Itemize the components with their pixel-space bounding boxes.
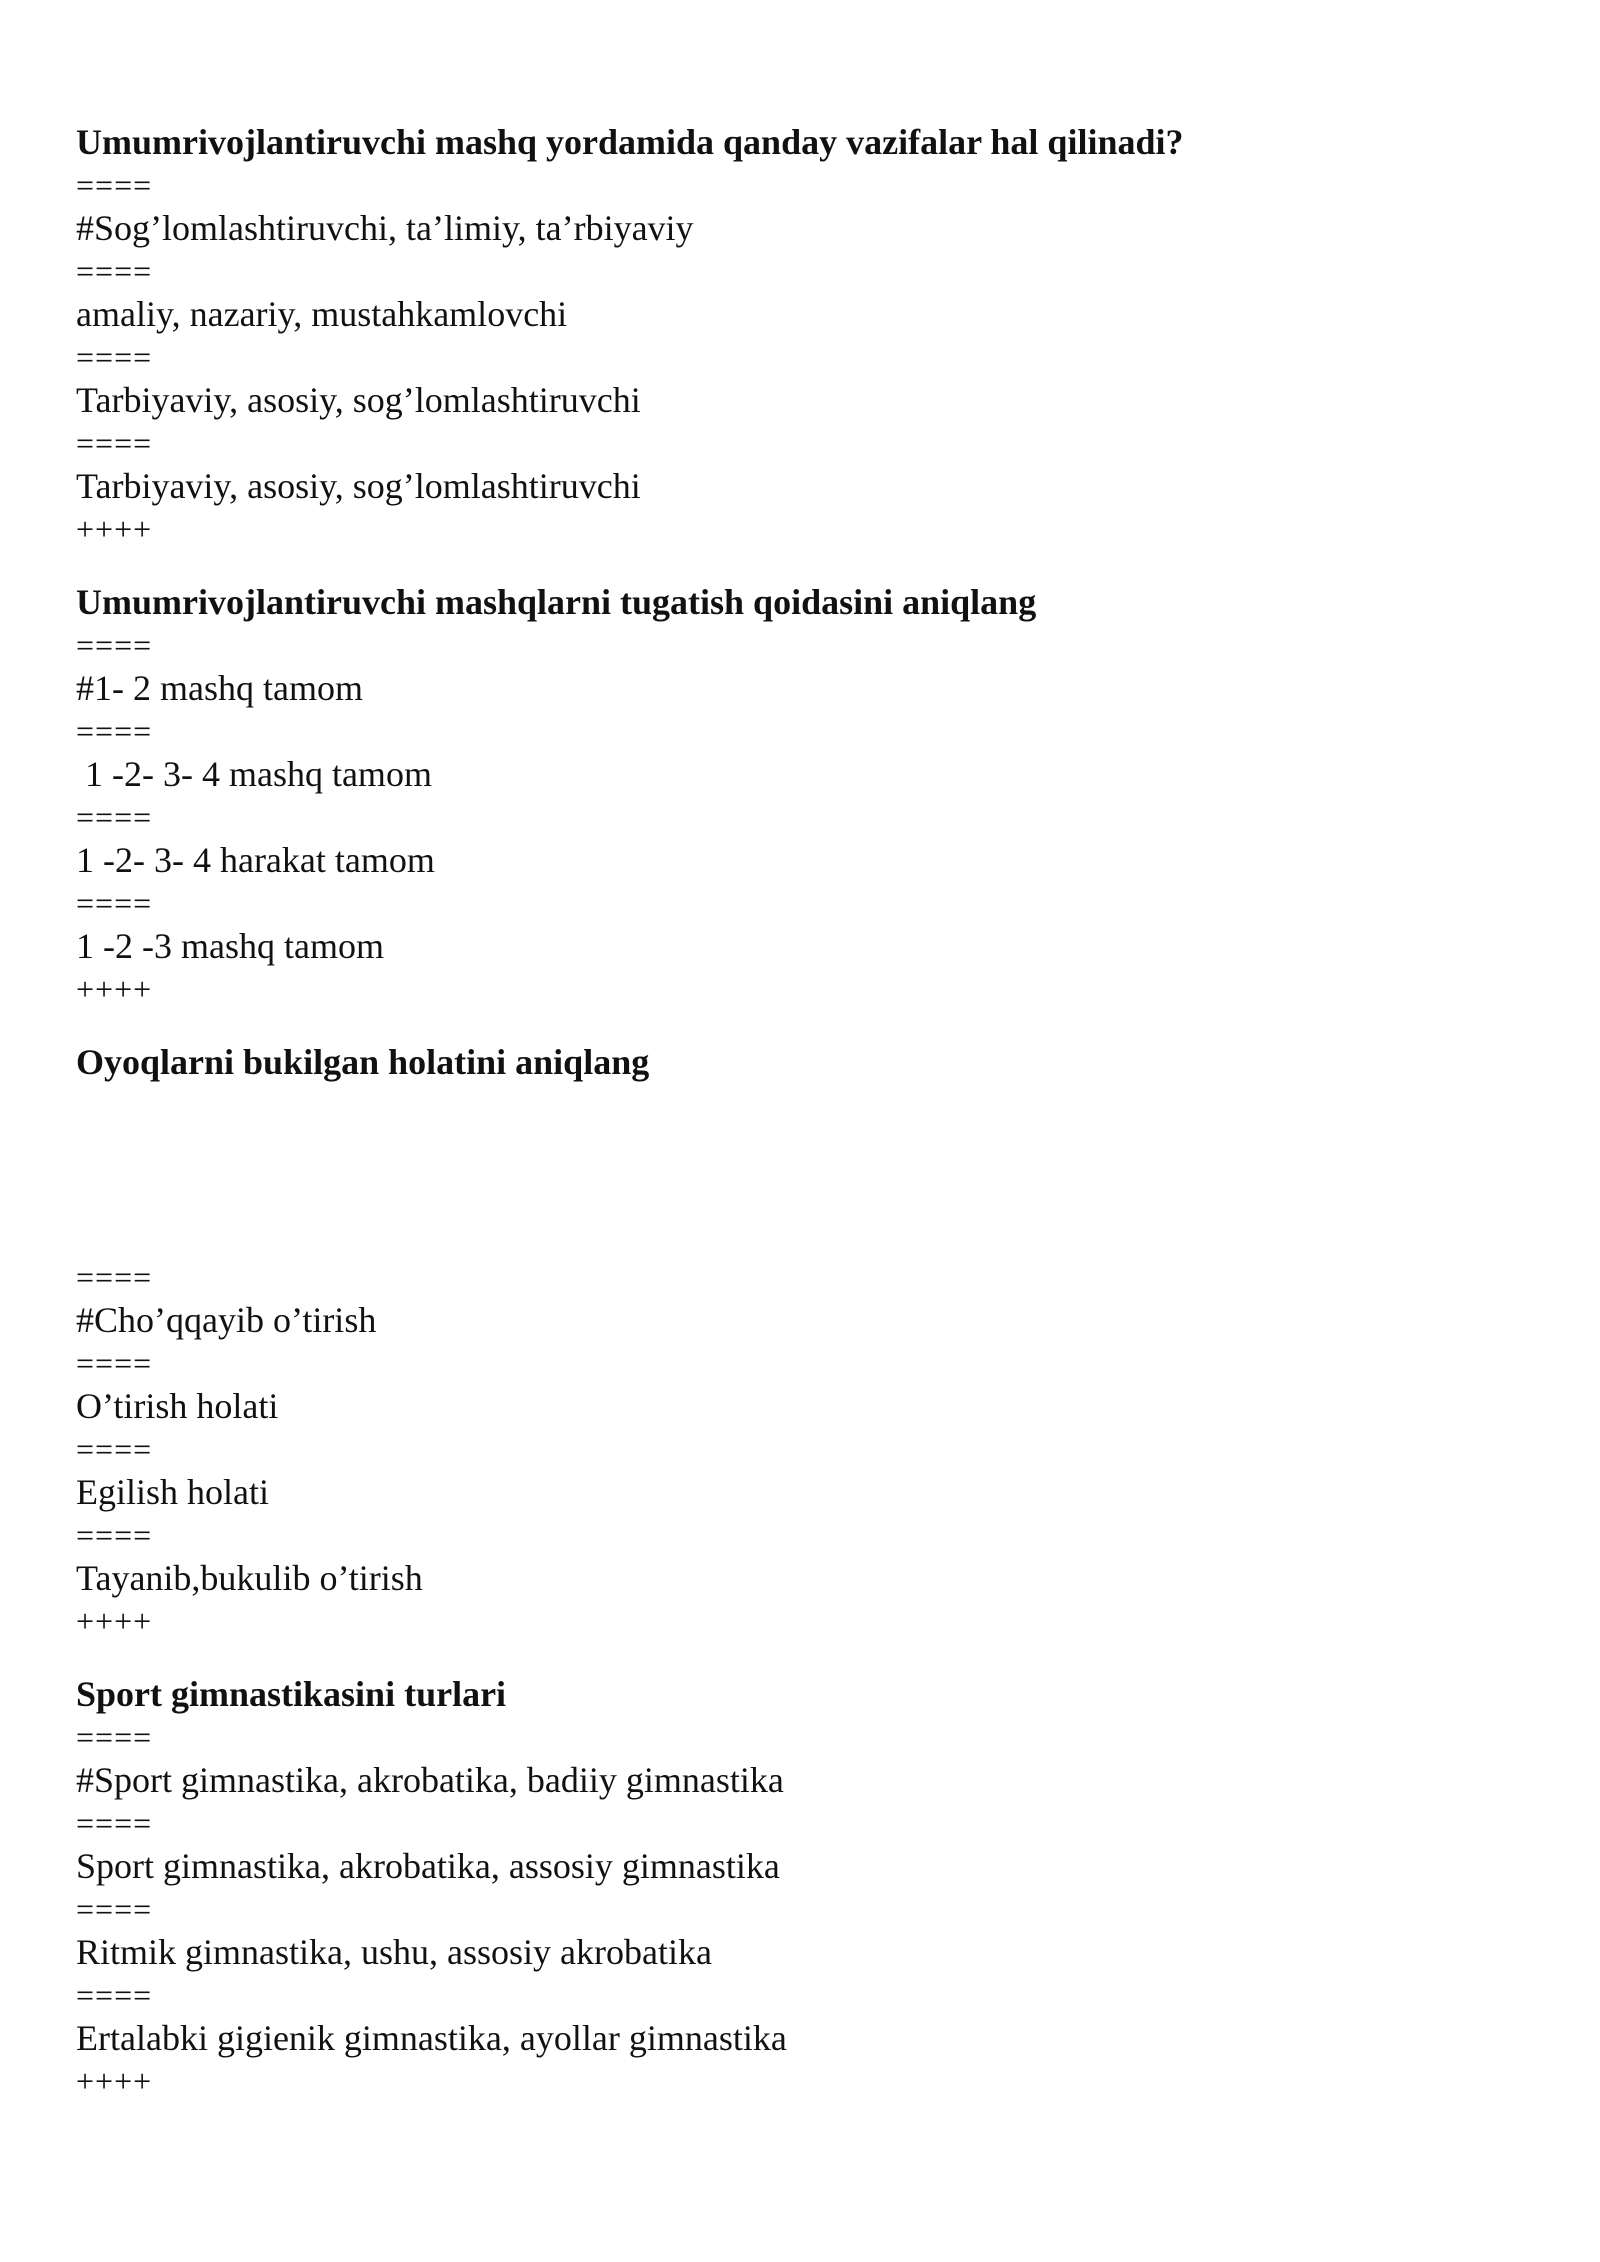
question-block — [76, 580, 1536, 1010]
document-page — [76, 120, 1536, 2132]
separator: ==== — [76, 339, 153, 375]
answer-option: 1 -2- 3- 4 mashq tamom — [76, 754, 432, 794]
answer-option: amaliy, nazariy, mustahkamlovchi — [76, 294, 568, 334]
separator: ==== — [76, 425, 153, 461]
question-block — [76, 1672, 1536, 2102]
answer-option: Ertalabki gigienik gimnastika, ayollar gimnastika — [76, 2018, 787, 2058]
answer-option: #Cho’qqayib o’tirish — [76, 1300, 377, 1340]
answer-option: Tarbiyaviy, asosiy, sog’lomlashtiruvchi — [76, 380, 641, 420]
separator: ==== — [76, 253, 153, 289]
answer-option: Egilish holati — [76, 1472, 269, 1512]
answer-option: Tarbiyaviy, asosiy, sog’lomlashtiruvchi — [76, 466, 641, 506]
terminator: ++++ — [76, 1603, 153, 1639]
answer-option: Tayanib,bukulib o’tirish — [76, 1558, 423, 1598]
question-block — [76, 1040, 1536, 1642]
terminator: ++++ — [76, 971, 153, 1007]
question-text: Sport gimnastikasini turlari — [76, 1674, 507, 1714]
question-block — [76, 120, 1536, 550]
answer-option: 1 -2 -3 mashq tamom — [76, 926, 384, 966]
answer-option: #1- 2 mashq tamom — [76, 668, 363, 708]
separator: ==== — [76, 1977, 153, 2013]
terminator: ++++ — [76, 2063, 153, 2099]
separator: ==== — [76, 1891, 153, 1927]
answer-option: Sport gimnastika, akrobatika, assosiy gimnastika — [76, 1846, 780, 1886]
terminator: ++++ — [76, 511, 153, 547]
blank-image-area — [76, 1084, 1536, 1256]
separator: ==== — [76, 1259, 153, 1295]
answer-option: 1 -2- 3- 4 harakat tamom — [76, 840, 435, 880]
answer-option: Ritmik gimnastika, ushu, assosiy akrobatika — [76, 1932, 712, 1972]
separator: ==== — [76, 1345, 153, 1381]
answer-option: #Sog’lomlashtiruvchi, ta’limiy, ta’rbiyaviy — [76, 208, 694, 248]
separator: ==== — [76, 1517, 153, 1553]
separator: ==== — [76, 1719, 153, 1755]
question-text: Umumrivojlantiruvchi mashqlarni tugatish qoidasini aniqlang — [76, 582, 1037, 622]
separator: ==== — [76, 627, 153, 663]
separator: ==== — [76, 1431, 153, 1467]
separator: ==== — [76, 713, 153, 749]
answer-option: #Sport gimnastika, akrobatika, badiiy gimnastika — [76, 1760, 784, 1800]
separator: ==== — [76, 167, 153, 203]
separator: ==== — [76, 885, 153, 921]
answer-option: O’tirish holati — [76, 1386, 279, 1426]
separator: ==== — [76, 799, 153, 835]
question-text: Umumrivojlantiruvchi mashq yordamida qanday vazifalar hal qilinadi? — [76, 122, 1184, 162]
separator: ==== — [76, 1805, 153, 1841]
question-text: Oyoqlarni bukilgan holatini aniqlang — [76, 1042, 650, 1082]
